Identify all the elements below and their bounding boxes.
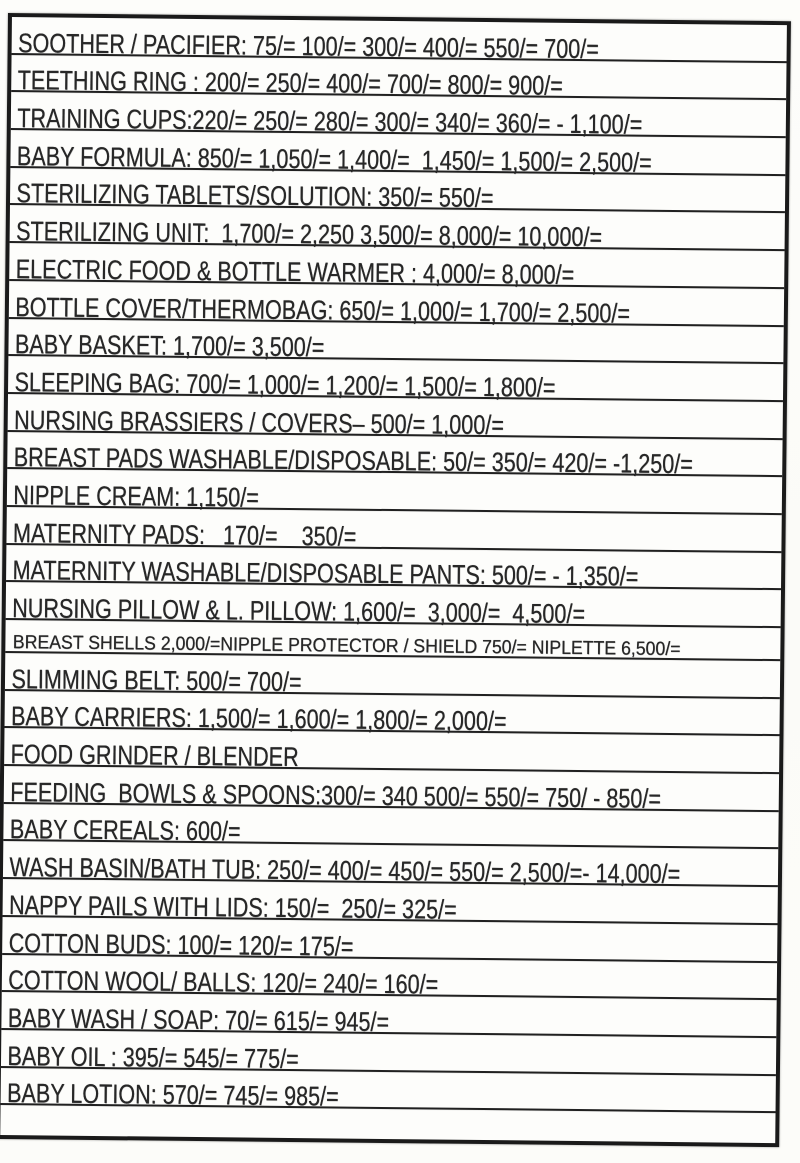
row-text: FOOD GRINDER / BLENDER <box>10 739 299 773</box>
row-text: TRAINING CUPS:220/= 250/= 280/= 300/= 340/= 360/= - 1,100/= <box>17 103 643 140</box>
row-text: MATERNITY WASHABLE/DISPOSABLE PANTS: 500/= - 1,350/= <box>12 555 639 592</box>
row-text: ELECTRIC FOOD & BOTTLE WARMER : 4,000/= 8,000/= <box>15 253 575 290</box>
row-text: BREAST PADS WASHABLE/DISPOSABLE: 50/= 350/= 420/= -1,250/= <box>13 442 694 480</box>
row-text: SLEEPING BAG: 700/= 1,000/= 1,200/= 1,500/= 1,800/= <box>14 366 556 403</box>
row-text: NURSING BRASSIERS / COVERS– 500/= 1,000/= <box>13 404 505 440</box>
row-text: TEETHING RING : 200/= 250/= 400/= 700/= 800/= 900/= <box>17 65 563 102</box>
row-text: STERILIZING TABLETS/SOLUTION: 350/= 550/= <box>16 178 494 214</box>
row-text: NAPPY PAILS WITH LIDS: 150/= 250/= 325/= <box>8 889 457 925</box>
row-text: WASH BASIN/BATH TUB: 250/= 400/= 450/= 550/= 2,500/=- 14,000/= <box>9 852 681 890</box>
row-text: BOTTLE COVER/THERMOBAG: 650/= 1,000/= 1,700/= 2,500/= <box>15 291 631 329</box>
row-text: SLIMMING BELT: 500/= 700/= <box>11 663 302 697</box>
row-text: BABY WASH / SOAP: 70/= 615/= 945/= <box>7 1002 390 1037</box>
row-text: BABY LOTION: 570/= 745/= 985/= <box>6 1078 339 1112</box>
row-text: SOOTHER / PACIFIER: 75/= 100/= 300/= 400/= 550/= 700/= <box>17 27 599 64</box>
row-text: BABY FORMULA: 850/= 1,050/= 1,400/= 1,450/= 1,500/= 2,500/= <box>16 140 652 178</box>
row-text: MATERNITY PADS: 170/= 350/= <box>12 517 357 552</box>
row-text: NURSING PILLOW & L. PILLOW: 1,600/= 3,000/= 4,500/= <box>12 593 586 630</box>
row-text: BABY BASKET: 1,700/= 3,500/= <box>14 329 325 363</box>
row-text: BABY OIL : 395/= 545/= 775/= <box>7 1040 299 1074</box>
price-table <box>0 13 791 1147</box>
row-text: COTTON WOOL/ BALLS: 120/= 240/= 160/= <box>8 965 439 1000</box>
row-text: NIPPLE CREAM: 1,150/= <box>13 480 260 513</box>
row-text: COTTON BUDS: 100/= 120/= 175/= <box>8 927 354 962</box>
row-text: BABY CEREALS: 600/= <box>9 814 241 847</box>
scanned-document <box>0 13 791 1147</box>
row-text: BREAST SHELLS 2,000/=NIPPLE PROTECTOR / SHIELD 750/= NIPLETTE 6,500/= <box>12 632 681 661</box>
row-text: FEEDING BOWLS & SPOONS:300/= 340 500/= 550/= 750/ - 850/= <box>10 776 662 814</box>
row-text: STERILIZING UNIT: 1,700/= 2,250 3,500/= 8,000/= 10,000/= <box>15 216 603 253</box>
row-text: BABY CARRIERS: 1,500/= 1,600/= 1,800/= 2,000/= <box>10 701 507 737</box>
